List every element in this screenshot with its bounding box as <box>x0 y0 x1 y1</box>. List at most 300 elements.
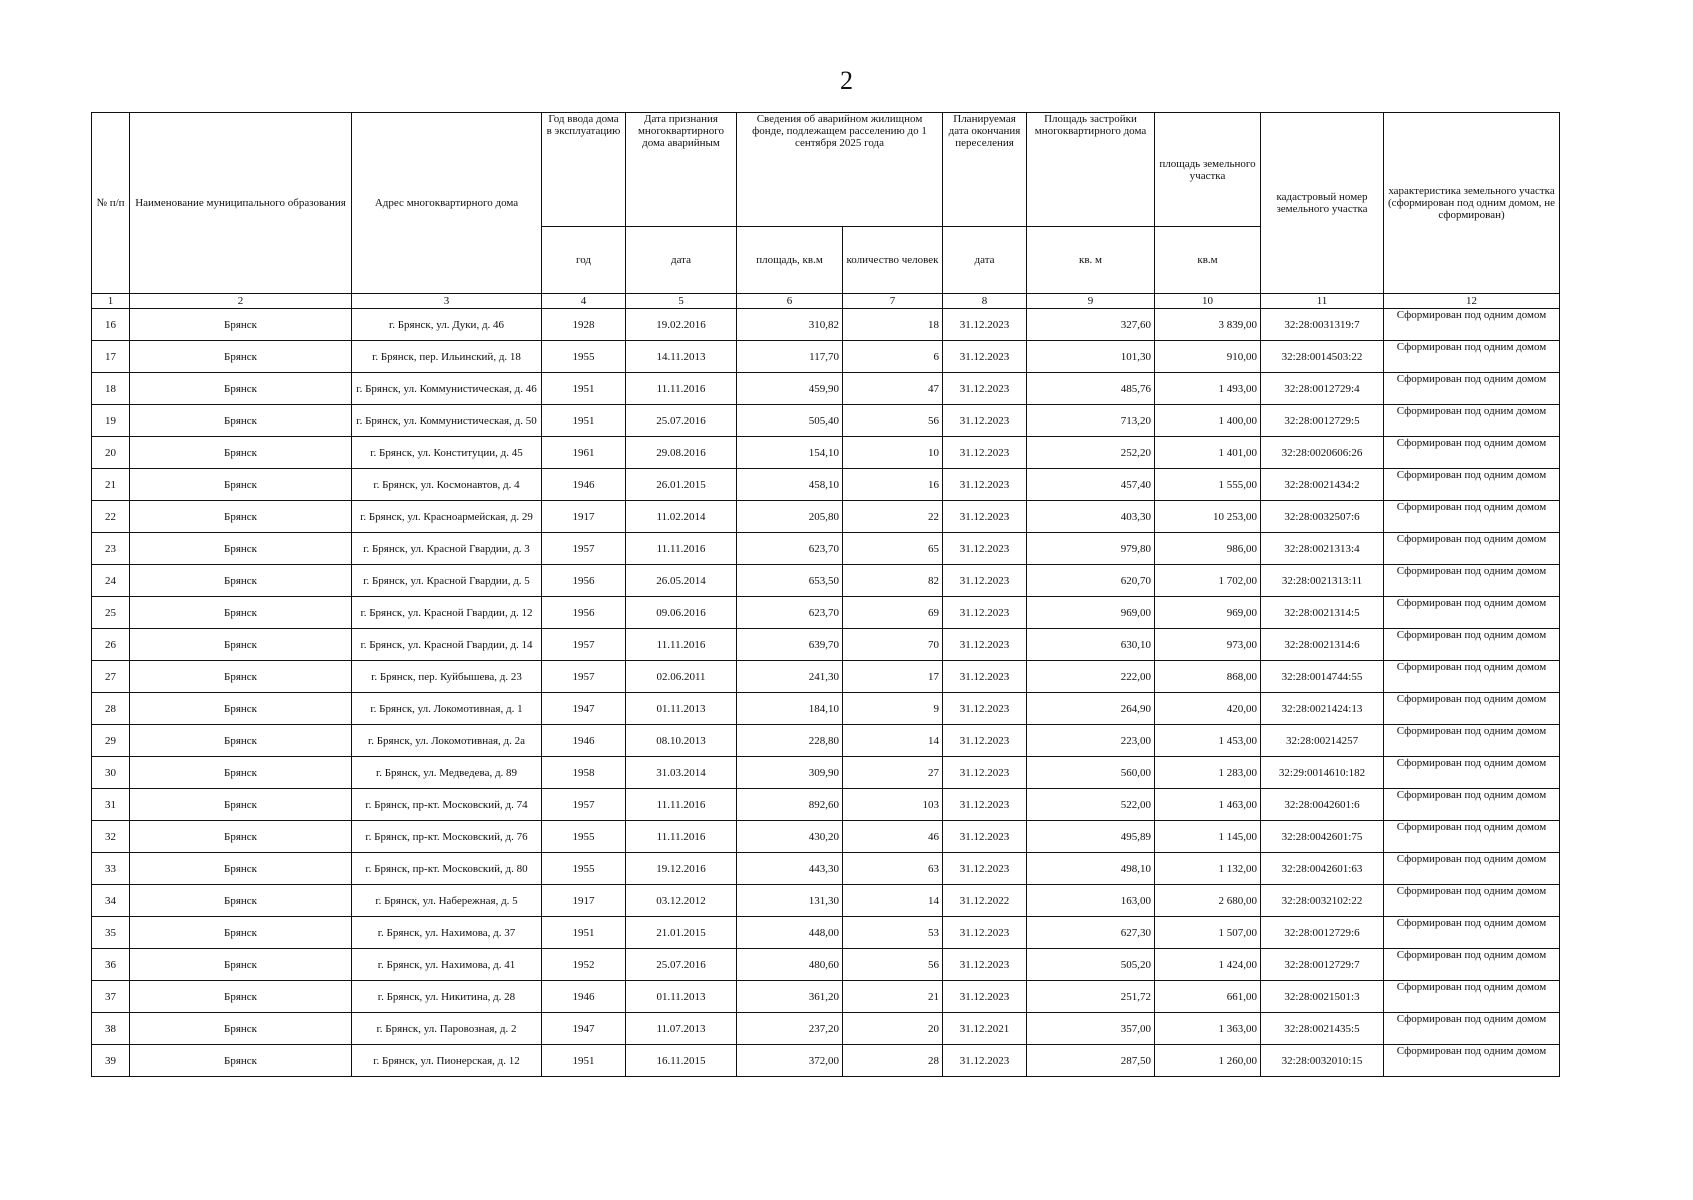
municipality-cell: Брянск <box>130 949 352 981</box>
table-row <box>92 661 1560 693</box>
planned-date-cell: 31.12.2023 <box>943 309 1027 341</box>
emergency-date-cell: 11.11.2016 <box>626 821 737 853</box>
area-cell: 154,10 <box>737 437 843 469</box>
housing-register-table <box>91 112 1560 1077</box>
municipality-cell: Брянск <box>130 501 352 533</box>
people-count-cell: 56 <box>843 949 943 981</box>
people-count-cell: 9 <box>843 693 943 725</box>
land-characteristic-cell: Сформирован под одним домом <box>1384 1013 1560 1045</box>
address-cell: г. Брянск, пр-кт. Московский, д. 74 <box>352 789 542 821</box>
emergency-date-cell: 31.03.2014 <box>626 757 737 789</box>
municipality-cell: Брянск <box>130 821 352 853</box>
building-area-cell: 403,30 <box>1027 501 1155 533</box>
land-characteristic-cell: Сформирован под одним домом <box>1384 981 1560 1013</box>
row-number: 23 <box>92 533 130 565</box>
col-header-planned-date: Планируемая дата окончания переселения <box>943 113 1027 227</box>
land-characteristic-cell: Сформирован под одним домом <box>1384 949 1560 981</box>
area-cell: 480,60 <box>737 949 843 981</box>
subheader-area: площадь, кв.м <box>737 227 843 294</box>
people-count-cell: 70 <box>843 629 943 661</box>
cadastral-number-cell: 32:28:0032010:15 <box>1261 1045 1384 1077</box>
emergency-date-cell: 01.11.2013 <box>626 693 737 725</box>
cadastral-number-cell: 32:28:0021314:5 <box>1261 597 1384 629</box>
page-number: 2 <box>840 66 853 95</box>
building-area-cell: 251,72 <box>1027 981 1155 1013</box>
emergency-date-cell: 11.11.2016 <box>626 373 737 405</box>
col-header-land-characteristic: характеристика земельного участка (сформирован под одним домом, не сформирован) <box>1384 113 1560 294</box>
year-cell: 1957 <box>542 629 626 661</box>
planned-date-cell: 31.12.2023 <box>943 437 1027 469</box>
planned-date-cell: 31.12.2023 <box>943 693 1027 725</box>
table-row <box>92 853 1560 885</box>
column-number: 1 <box>92 294 130 309</box>
land-area-cell: 1 400,00 <box>1155 405 1261 437</box>
year-cell: 1951 <box>542 373 626 405</box>
land-characteristic-cell: Сформирован под одним домом <box>1384 405 1560 437</box>
col-header-land-area: площадь земельного участка <box>1155 113 1261 227</box>
emergency-date-cell: 11.02.2014 <box>626 501 737 533</box>
row-number: 19 <box>92 405 130 437</box>
land-area-cell: 1 401,00 <box>1155 437 1261 469</box>
table-row <box>92 309 1560 341</box>
land-area-cell: 1 145,00 <box>1155 821 1261 853</box>
row-number: 22 <box>92 501 130 533</box>
column-number: 8 <box>943 294 1027 309</box>
planned-date-cell: 31.12.2023 <box>943 853 1027 885</box>
table-row <box>92 885 1560 917</box>
land-area-cell: 2 680,00 <box>1155 885 1261 917</box>
cadastral-number-cell: 32:28:0021434:2 <box>1261 469 1384 501</box>
cadastral-number-cell: 32:28:0021501:3 <box>1261 981 1384 1013</box>
table-row <box>92 917 1560 949</box>
municipality-cell: Брянск <box>130 597 352 629</box>
people-count-cell: 16 <box>843 469 943 501</box>
address-cell: г. Брянск, пр-кт. Московский, д. 76 <box>352 821 542 853</box>
column-number: 10 <box>1155 294 1261 309</box>
planned-date-cell: 31.12.2023 <box>943 501 1027 533</box>
subheader-people: количество человек <box>843 227 943 294</box>
row-number: 38 <box>92 1013 130 1045</box>
land-characteristic-cell: Сформирован под одним домом <box>1384 725 1560 757</box>
col-header-emergency-fund: Сведения об аварийном жилищном фонде, подлежащем расселению до 1 сентября 2025 года <box>737 113 943 227</box>
building-area-cell: 357,00 <box>1027 1013 1155 1045</box>
area-cell: 430,20 <box>737 821 843 853</box>
cadastral-number-cell: 32:28:00214257 <box>1261 725 1384 757</box>
municipality-cell: Брянск <box>130 725 352 757</box>
cadastral-number-cell: 32:28:0031319:7 <box>1261 309 1384 341</box>
address-cell: г. Брянск, ул. Красной Гвардии, д. 3 <box>352 533 542 565</box>
table-row <box>92 437 1560 469</box>
col-header-address: Адрес многоквартирного дома <box>352 113 542 294</box>
table-row <box>92 949 1560 981</box>
planned-date-cell: 31.12.2023 <box>943 789 1027 821</box>
building-area-cell: 627,30 <box>1027 917 1155 949</box>
address-cell: г. Брянск, ул. Никитина, д. 28 <box>352 981 542 1013</box>
land-characteristic-cell: Сформирован под одним домом <box>1384 373 1560 405</box>
planned-date-cell: 31.12.2023 <box>943 565 1027 597</box>
land-area-cell: 868,00 <box>1155 661 1261 693</box>
area-cell: 117,70 <box>737 341 843 373</box>
subheader-year: год <box>542 227 626 294</box>
row-number: 26 <box>92 629 130 661</box>
row-number: 21 <box>92 469 130 501</box>
building-area-cell: 327,60 <box>1027 309 1155 341</box>
row-number: 18 <box>92 373 130 405</box>
cadastral-number-cell: 32:28:0042601:75 <box>1261 821 1384 853</box>
address-cell: г. Брянск, ул. Пионерская, д. 12 <box>352 1045 542 1077</box>
table-row <box>92 757 1560 789</box>
municipality-cell: Брянск <box>130 789 352 821</box>
municipality-cell: Брянск <box>130 661 352 693</box>
row-number: 29 <box>92 725 130 757</box>
building-area-cell: 252,20 <box>1027 437 1155 469</box>
emergency-date-cell: 02.06.2011 <box>626 661 737 693</box>
land-characteristic-cell: Сформирован под одним домом <box>1384 1045 1560 1077</box>
column-number: 12 <box>1384 294 1560 309</box>
year-cell: 1957 <box>542 533 626 565</box>
row-number: 32 <box>92 821 130 853</box>
planned-date-cell: 31.12.2023 <box>943 757 1027 789</box>
municipality-cell: Брянск <box>130 373 352 405</box>
area-cell: 131,30 <box>737 885 843 917</box>
land-area-cell: 973,00 <box>1155 629 1261 661</box>
area-cell: 448,00 <box>737 917 843 949</box>
table-row <box>92 501 1560 533</box>
building-area-cell: 498,10 <box>1027 853 1155 885</box>
col-header-building-area: Площадь застройки многоквартирного дома <box>1027 113 1155 227</box>
row-number: 36 <box>92 949 130 981</box>
col-header-cadastral: кадастровый номер земельного участка <box>1261 113 1384 294</box>
building-area-cell: 495,89 <box>1027 821 1155 853</box>
people-count-cell: 46 <box>843 821 943 853</box>
year-cell: 1951 <box>542 405 626 437</box>
row-number: 34 <box>92 885 130 917</box>
table-row <box>92 789 1560 821</box>
land-area-cell: 3 839,00 <box>1155 309 1261 341</box>
emergency-date-cell: 11.11.2016 <box>626 789 737 821</box>
people-count-cell: 14 <box>843 885 943 917</box>
table-row <box>92 821 1560 853</box>
land-area-cell: 1 363,00 <box>1155 1013 1261 1045</box>
land-characteristic-cell: Сформирован под одним домом <box>1384 821 1560 853</box>
table-row <box>92 565 1560 597</box>
area-cell: 237,20 <box>737 1013 843 1045</box>
building-area-cell: 264,90 <box>1027 693 1155 725</box>
area-cell: 892,60 <box>737 789 843 821</box>
year-cell: 1952 <box>542 949 626 981</box>
year-cell: 1951 <box>542 917 626 949</box>
emergency-date-cell: 16.11.2015 <box>626 1045 737 1077</box>
address-cell: г. Брянск, ул. Красной Гвардии, д. 5 <box>352 565 542 597</box>
col-header-municipality: Наименование муниципального образования <box>130 113 352 294</box>
land-area-cell: 1 260,00 <box>1155 1045 1261 1077</box>
area-cell: 653,50 <box>737 565 843 597</box>
people-count-cell: 6 <box>843 341 943 373</box>
building-area-cell: 969,00 <box>1027 597 1155 629</box>
building-area-cell: 287,50 <box>1027 1045 1155 1077</box>
land-area-cell: 1 132,00 <box>1155 853 1261 885</box>
planned-date-cell: 31.12.2023 <box>943 405 1027 437</box>
table-row <box>92 725 1560 757</box>
row-number: 35 <box>92 917 130 949</box>
address-cell: г. Брянск, ул. Набережная, д. 5 <box>352 885 542 917</box>
people-count-cell: 10 <box>843 437 943 469</box>
cadastral-number-cell: 32:28:0020606:26 <box>1261 437 1384 469</box>
emergency-date-cell: 29.08.2016 <box>626 437 737 469</box>
row-number: 39 <box>92 1045 130 1077</box>
area-cell: 505,40 <box>737 405 843 437</box>
municipality-cell: Брянск <box>130 885 352 917</box>
address-cell: г. Брянск, пер. Куйбышева, д. 23 <box>352 661 542 693</box>
building-area-cell: 457,40 <box>1027 469 1155 501</box>
address-cell: г. Брянск, ул. Космонавтов, д. 4 <box>352 469 542 501</box>
building-area-cell: 505,20 <box>1027 949 1155 981</box>
cadastral-number-cell: 32:28:0032507:6 <box>1261 501 1384 533</box>
col-header-emergency-date: Дата признания многоквартирного дома аварийным <box>626 113 737 227</box>
subheader-build-unit: кв. м <box>1027 227 1155 294</box>
row-number: 17 <box>92 341 130 373</box>
column-number: 4 <box>542 294 626 309</box>
planned-date-cell: 31.12.2023 <box>943 533 1027 565</box>
land-characteristic-cell: Сформирован под одним домом <box>1384 661 1560 693</box>
year-cell: 1946 <box>542 725 626 757</box>
table-row <box>92 629 1560 661</box>
people-count-cell: 65 <box>843 533 943 565</box>
address-cell: г. Брянск, ул. Коммунистическая, д. 50 <box>352 405 542 437</box>
emergency-date-cell: 14.11.2013 <box>626 341 737 373</box>
year-cell: 1955 <box>542 821 626 853</box>
cadastral-number-cell: 32:28:0042601:63 <box>1261 853 1384 885</box>
people-count-cell: 22 <box>843 501 943 533</box>
land-characteristic-cell: Сформирован под одним домом <box>1384 469 1560 501</box>
land-area-cell: 661,00 <box>1155 981 1261 1013</box>
year-cell: 1955 <box>542 853 626 885</box>
people-count-cell: 103 <box>843 789 943 821</box>
land-characteristic-cell: Сформирован под одним домом <box>1384 917 1560 949</box>
table-row <box>92 469 1560 501</box>
year-cell: 1947 <box>542 693 626 725</box>
area-cell: 241,30 <box>737 661 843 693</box>
land-area-cell: 969,00 <box>1155 597 1261 629</box>
land-area-cell: 910,00 <box>1155 341 1261 373</box>
address-cell: г. Брянск, ул. Красноармейская, д. 29 <box>352 501 542 533</box>
building-area-cell: 522,00 <box>1027 789 1155 821</box>
land-area-cell: 1 424,00 <box>1155 949 1261 981</box>
area-cell: 361,20 <box>737 981 843 1013</box>
municipality-cell: Брянск <box>130 533 352 565</box>
year-cell: 1956 <box>542 597 626 629</box>
address-cell: г. Брянск, ул. Медведева, д. 89 <box>352 757 542 789</box>
land-characteristic-cell: Сформирован под одним домом <box>1384 693 1560 725</box>
address-cell: г. Брянск, ул. Паровозная, д. 2 <box>352 1013 542 1045</box>
year-cell: 1957 <box>542 661 626 693</box>
planned-date-cell: 31.12.2021 <box>943 1013 1027 1045</box>
row-number: 28 <box>92 693 130 725</box>
municipality-cell: Брянск <box>130 565 352 597</box>
column-number: 3 <box>352 294 542 309</box>
column-number: 7 <box>843 294 943 309</box>
land-characteristic-cell: Сформирован под одним домом <box>1384 629 1560 661</box>
row-number: 30 <box>92 757 130 789</box>
municipality-cell: Брянск <box>130 853 352 885</box>
year-cell: 1917 <box>542 501 626 533</box>
municipality-cell: Брянск <box>130 341 352 373</box>
col-header-number: № п/п <box>92 113 130 294</box>
address-cell: г. Брянск, ул. Локомотивная, д. 1 <box>352 693 542 725</box>
year-cell: 1946 <box>542 981 626 1013</box>
people-count-cell: 63 <box>843 853 943 885</box>
cadastral-number-cell: 32:28:0012729:7 <box>1261 949 1384 981</box>
table-row <box>92 373 1560 405</box>
address-cell: г. Брянск, ул. Коммунистическая, д. 46 <box>352 373 542 405</box>
year-cell: 1947 <box>542 1013 626 1045</box>
year-cell: 1917 <box>542 885 626 917</box>
subheader-plan-date: дата <box>943 227 1027 294</box>
emergency-date-cell: 11.07.2013 <box>626 1013 737 1045</box>
land-area-cell: 1 507,00 <box>1155 917 1261 949</box>
row-number: 25 <box>92 597 130 629</box>
planned-date-cell: 31.12.2023 <box>943 981 1027 1013</box>
cadastral-number-cell: 32:28:0021313:11 <box>1261 565 1384 597</box>
emergency-date-cell: 25.07.2016 <box>626 405 737 437</box>
area-cell: 228,80 <box>737 725 843 757</box>
people-count-cell: 53 <box>843 917 943 949</box>
emergency-date-cell: 08.10.2013 <box>626 725 737 757</box>
people-count-cell: 17 <box>843 661 943 693</box>
planned-date-cell: 31.12.2023 <box>943 725 1027 757</box>
land-area-cell: 1 453,00 <box>1155 725 1261 757</box>
area-cell: 372,00 <box>737 1045 843 1077</box>
year-cell: 1928 <box>542 309 626 341</box>
people-count-cell: 56 <box>843 405 943 437</box>
emergency-date-cell: 03.12.2012 <box>626 885 737 917</box>
row-number: 20 <box>92 437 130 469</box>
cadastral-number-cell: 32:28:0021314:6 <box>1261 629 1384 661</box>
municipality-cell: Брянск <box>130 1045 352 1077</box>
table-row <box>92 341 1560 373</box>
planned-date-cell: 31.12.2023 <box>943 629 1027 661</box>
municipality-cell: Брянск <box>130 629 352 661</box>
building-area-cell: 713,20 <box>1027 405 1155 437</box>
people-count-cell: 27 <box>843 757 943 789</box>
area-cell: 309,90 <box>737 757 843 789</box>
column-number: 2 <box>130 294 352 309</box>
land-area-cell: 1 283,00 <box>1155 757 1261 789</box>
row-number: 31 <box>92 789 130 821</box>
land-characteristic-cell: Сформирован под одним домом <box>1384 789 1560 821</box>
building-area-cell: 630,10 <box>1027 629 1155 661</box>
address-cell: г. Брянск, пр-кт. Московский, д. 80 <box>352 853 542 885</box>
land-area-cell: 420,00 <box>1155 693 1261 725</box>
column-number: 5 <box>626 294 737 309</box>
row-number: 24 <box>92 565 130 597</box>
cadastral-number-cell: 32:28:0021424:13 <box>1261 693 1384 725</box>
area-cell: 623,70 <box>737 597 843 629</box>
cadastral-number-cell: 32:28:0014503:22 <box>1261 341 1384 373</box>
emergency-date-cell: 11.11.2016 <box>626 533 737 565</box>
emergency-date-cell: 19.12.2016 <box>626 853 737 885</box>
table-row <box>92 693 1560 725</box>
area-cell: 310,82 <box>737 309 843 341</box>
municipality-cell: Брянск <box>130 405 352 437</box>
area-cell: 443,30 <box>737 853 843 885</box>
address-cell: г. Брянск, ул. Нахимова, д. 37 <box>352 917 542 949</box>
land-characteristic-cell: Сформирован под одним домом <box>1384 501 1560 533</box>
land-area-cell: 10 253,00 <box>1155 501 1261 533</box>
people-count-cell: 28 <box>843 1045 943 1077</box>
land-characteristic-cell: Сформирован под одним домом <box>1384 437 1560 469</box>
people-count-cell: 14 <box>843 725 943 757</box>
area-cell: 623,70 <box>737 533 843 565</box>
people-count-cell: 69 <box>843 597 943 629</box>
column-number: 11 <box>1261 294 1384 309</box>
municipality-cell: Брянск <box>130 917 352 949</box>
subheader-date: дата <box>626 227 737 294</box>
year-cell: 1961 <box>542 437 626 469</box>
cadastral-number-cell: 32:28:0014744:55 <box>1261 661 1384 693</box>
municipality-cell: Брянск <box>130 437 352 469</box>
year-cell: 1951 <box>542 1045 626 1077</box>
area-cell: 639,70 <box>737 629 843 661</box>
year-cell: 1957 <box>542 789 626 821</box>
building-area-cell: 101,30 <box>1027 341 1155 373</box>
planned-date-cell: 31.12.2022 <box>943 885 1027 917</box>
emergency-date-cell: 19.02.2016 <box>626 309 737 341</box>
people-count-cell: 47 <box>843 373 943 405</box>
land-characteristic-cell: Сформирован под одним домом <box>1384 565 1560 597</box>
land-characteristic-cell: Сформирован под одним домом <box>1384 853 1560 885</box>
address-cell: г. Брянск, ул. Красной Гвардии, д. 12 <box>352 597 542 629</box>
municipality-cell: Брянск <box>130 1013 352 1045</box>
planned-date-cell: 31.12.2023 <box>943 1045 1027 1077</box>
land-characteristic-cell: Сформирован под одним домом <box>1384 597 1560 629</box>
table-row <box>92 1045 1560 1077</box>
cadastral-number-cell: 32:28:0042601:6 <box>1261 789 1384 821</box>
column-number: 9 <box>1027 294 1155 309</box>
area-cell: 205,80 <box>737 501 843 533</box>
address-cell: г. Брянск, ул. Дуки, д. 46 <box>352 309 542 341</box>
people-count-cell: 21 <box>843 981 943 1013</box>
building-area-cell: 979,80 <box>1027 533 1155 565</box>
land-characteristic-cell: Сформирован под одним домом <box>1384 341 1560 373</box>
building-area-cell: 620,70 <box>1027 565 1155 597</box>
emergency-date-cell: 09.06.2016 <box>626 597 737 629</box>
planned-date-cell: 31.12.2023 <box>943 597 1027 629</box>
municipality-cell: Брянск <box>130 757 352 789</box>
emergency-date-cell: 21.01.2015 <box>626 917 737 949</box>
area-cell: 459,90 <box>737 373 843 405</box>
land-area-cell: 1 493,00 <box>1155 373 1261 405</box>
table-body <box>92 309 1560 1077</box>
planned-date-cell: 31.12.2023 <box>943 469 1027 501</box>
address-cell: г. Брянск, пер. Ильинский, д. 18 <box>352 341 542 373</box>
row-number: 37 <box>92 981 130 1013</box>
people-count-cell: 20 <box>843 1013 943 1045</box>
land-area-cell: 1 555,00 <box>1155 469 1261 501</box>
year-cell: 1955 <box>542 341 626 373</box>
row-number: 16 <box>92 309 130 341</box>
subheader-land-unit: кв.м <box>1155 227 1261 294</box>
table-row <box>92 597 1560 629</box>
land-area-cell: 1 463,00 <box>1155 789 1261 821</box>
emergency-date-cell: 11.11.2016 <box>626 629 737 661</box>
planned-date-cell: 31.12.2023 <box>943 917 1027 949</box>
cadastral-number-cell: 32:28:0012729:5 <box>1261 405 1384 437</box>
year-cell: 1946 <box>542 469 626 501</box>
land-area-cell: 1 702,00 <box>1155 565 1261 597</box>
land-characteristic-cell: Сформирован под одним домом <box>1384 533 1560 565</box>
municipality-cell: Брянск <box>130 981 352 1013</box>
